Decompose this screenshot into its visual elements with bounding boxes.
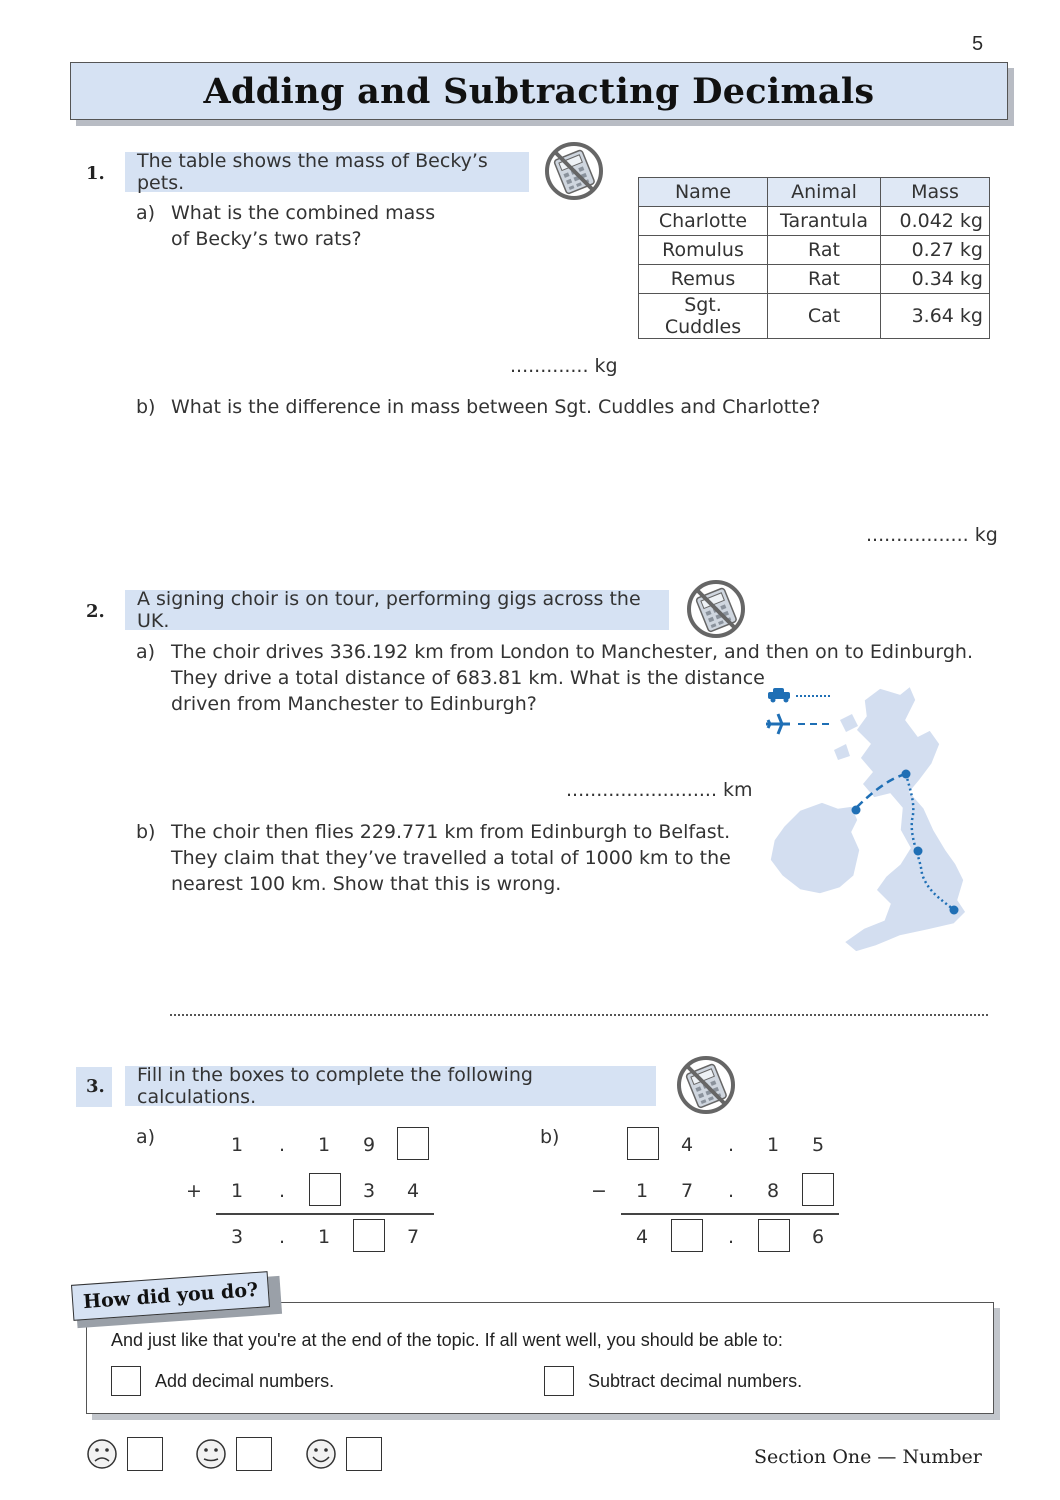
review-item-subtract: Subtract decimal numbers. [588, 1371, 803, 1391]
calc-digit: . [278, 1180, 286, 1202]
table-row [639, 294, 990, 339]
self-assess-box-neutral[interactable] [236, 1437, 272, 1471]
section-footer: Section One — Number [754, 1446, 982, 1468]
review-intro: And just like that you're at the end of the topic. If all went well, you should be able to: [111, 1330, 783, 1350]
sad-face-icon [86, 1438, 118, 1470]
answer-box[interactable] [671, 1219, 703, 1252]
table-header-animal: Animal [768, 178, 881, 207]
difference-line [621, 1213, 839, 1215]
q1a-answer-line[interactable]: ............. kg [510, 355, 618, 377]
self-assess-box-happy[interactable] [346, 1437, 382, 1471]
q2b-line-1: The choir then flies 229.771 km from Edinburgh to Belfast. [171, 821, 731, 843]
no-calculator-icon [675, 1054, 737, 1116]
sum-line [216, 1213, 434, 1215]
calc-digit: . [727, 1226, 735, 1248]
plus-sign: + [186, 1180, 202, 1202]
table-cell: Rat [768, 265, 881, 294]
q2b-answer-line[interactable] [170, 1014, 988, 1016]
answer-box[interactable] [353, 1219, 385, 1252]
table-row [639, 236, 990, 265]
q2b-line-3: nearest 100 km. Show that this is wrong. [171, 873, 562, 895]
self-assess-box-sad[interactable] [127, 1437, 163, 1471]
answer-box[interactable] [309, 1173, 341, 1206]
table-cell: 3.64 kg [881, 294, 990, 339]
calc-digit: 1 [317, 1134, 331, 1156]
calc-digit: 4 [680, 1134, 694, 1156]
review-item-add: Add decimal numbers. [155, 1371, 335, 1391]
q1b-label: b) [136, 396, 156, 418]
q2a-label: a) [136, 641, 156, 663]
calc-digit: 5 [811, 1134, 825, 1156]
q3a-label: a) [136, 1126, 156, 1148]
no-calculator-icon [685, 578, 747, 640]
calc-digit: 1 [317, 1226, 331, 1248]
q1a-line-1: What is the combined mass [171, 202, 436, 224]
calc-digit: 4 [406, 1180, 420, 1202]
question-3-number: 3. [86, 1076, 105, 1097]
uk-map-illustration [760, 680, 1000, 960]
table-cell: Remus [639, 265, 768, 294]
table-cell: Cat [768, 294, 881, 339]
checkbox-add[interactable] [111, 1366, 141, 1396]
calc-digit: 7 [406, 1226, 420, 1248]
question-1-number: 1. [86, 163, 105, 184]
pets-table [638, 177, 990, 339]
answer-box[interactable] [802, 1173, 834, 1206]
answer-box[interactable] [627, 1127, 659, 1160]
table-cell: 0.27 kg [881, 236, 990, 265]
calc-digit: 4 [635, 1226, 649, 1248]
q1b-answer-line[interactable]: ................. kg [866, 524, 998, 546]
q1a-label: a) [136, 202, 156, 224]
plane-icon [766, 714, 832, 734]
question-3-intro: Fill in the boxes to complete the following calculations. [125, 1066, 656, 1106]
happy-face-icon [305, 1438, 337, 1470]
page-number: 5 [972, 33, 984, 55]
calc-digit: 6 [811, 1226, 825, 1248]
table-cell: Romulus [639, 236, 768, 265]
question-2-number: 2. [86, 601, 105, 622]
table-row [639, 265, 990, 294]
q2a-answer-line[interactable]: ......................... km [566, 779, 753, 801]
q2a-line-3: driven from Manchester to Edinburgh? [171, 693, 537, 715]
q2a-line-2: They drive a total distance of 683.81 km. What is the distance [171, 667, 765, 689]
question-1-intro: The table shows the mass of Becky’s pets. [125, 152, 529, 192]
q3b-label: b) [540, 1126, 560, 1148]
calc-digit: 1 [230, 1134, 244, 1156]
calc-digit: . [727, 1180, 735, 1202]
checkbox-subtract[interactable] [544, 1366, 574, 1396]
no-calculator-icon [543, 140, 605, 202]
answer-box[interactable] [397, 1127, 429, 1160]
calc-digit: . [727, 1134, 735, 1156]
table-cell: Charlotte [639, 207, 768, 236]
review-box [86, 1302, 994, 1414]
calc-digit: . [278, 1134, 286, 1156]
title-banner [70, 62, 1008, 120]
minus-sign: − [591, 1180, 607, 1202]
calc-digit: 3 [362, 1180, 376, 1202]
q2b-label: b) [136, 821, 156, 843]
calc-digit: 1 [230, 1180, 244, 1202]
calc-digit: 7 [680, 1180, 694, 1202]
calc-digit: 1 [766, 1134, 780, 1156]
calc-digit: 1 [635, 1180, 649, 1202]
calc-digit: 9 [362, 1134, 376, 1156]
table-header-mass: Mass [881, 178, 990, 207]
table-row [639, 207, 990, 236]
q2b-line-2: They claim that they’ve travelled a total of 1000 km to the [171, 847, 731, 869]
q1b-text: What is the difference in mass between Sgt. Cuddles and Charlotte? [171, 396, 821, 418]
question-2-intro: A signing choir is on tour, performing gigs across the UK. [125, 590, 669, 630]
calc-digit: 3 [230, 1226, 244, 1248]
table-cell: 0.042 kg [881, 207, 990, 236]
review-tag: How did you do? [71, 1271, 270, 1321]
car-icon [768, 688, 832, 703]
table-cell: Sgt. Cuddles [639, 294, 768, 339]
table-cell: Tarantula [768, 207, 881, 236]
table-cell: 0.34 kg [881, 265, 990, 294]
table-header-row [639, 178, 990, 207]
table-header-name: Name [639, 178, 768, 207]
page-title: Adding and Subtracting Decimals [203, 70, 875, 112]
answer-box[interactable] [758, 1219, 790, 1252]
neutral-face-icon [195, 1438, 227, 1470]
q1a-line-2: of Becky’s two rats? [171, 228, 362, 250]
q2a-line-1: The choir drives 336.192 km from London to Manchester, and then on to Edinburgh. [171, 641, 974, 663]
calc-digit: 8 [766, 1180, 780, 1202]
calc-digit: . [278, 1226, 286, 1248]
table-cell: Rat [768, 236, 881, 265]
